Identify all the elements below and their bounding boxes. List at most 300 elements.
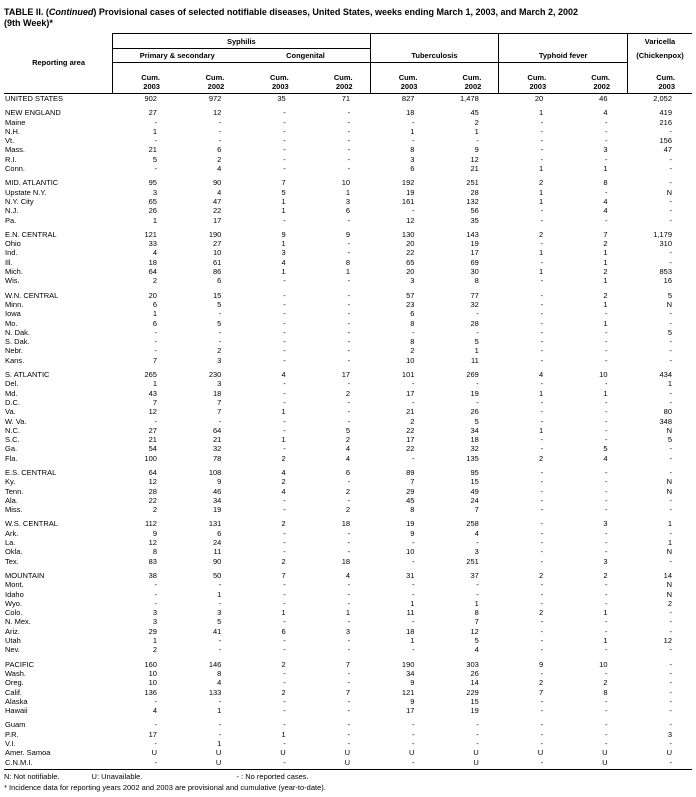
value-cell: - [540,145,544,155]
legend-unavailable: U: Unavailable. [91,771,143,781]
value-cell: - [605,706,608,716]
value-cell: 18 [341,519,351,529]
value-cell: - [283,636,286,646]
value-cell: 2 [474,117,479,127]
table-row [4,258,692,267]
value-cell: - [154,757,157,767]
value-cell: 5 [667,435,672,445]
value-cell: 24 [470,495,479,505]
value-cell: 7 [281,570,286,580]
value-cell: 3 [474,547,479,557]
value-cell: U [344,748,351,758]
varicella-header-line1: Varicella [628,34,692,49]
value-cell: 21 [213,435,222,445]
value-cell: 4 [345,570,351,580]
value-cell: - [218,729,222,739]
value-cell: 6 [410,309,415,319]
value-cell: 69 [470,257,479,267]
value-cell: 143 [466,229,479,239]
value-cell: 2 [345,486,351,496]
value-cell: 10 [148,678,157,688]
value-cell: 12 [148,538,157,548]
value-cell: 1 [667,379,672,389]
value-cell: 135 [466,453,479,463]
value-cell: 3 [603,519,608,529]
value-cell: 1 [345,608,351,618]
value-cell: 9 [474,145,479,155]
value-cell: 2 [345,435,351,445]
table-row [4,688,692,697]
reporting-area-cell: UNITED STATES [5,94,64,103]
value-cell: - [605,379,608,389]
value-cell: - [283,108,286,118]
value-cell: - [283,355,286,365]
table-row [4,178,692,187]
value-cell: 1 [281,729,286,739]
value-cell: - [669,608,672,618]
value-cell: - [540,495,544,505]
value-cell: - [411,720,415,730]
table-row [4,739,692,748]
value-cell: 1 [281,239,286,249]
value-cell: 1 [410,636,415,646]
table-row [4,164,692,173]
reporting-area-cell: Mont. [5,580,24,590]
table-row [4,337,692,346]
reporting-area-cell: R.I. [5,154,17,164]
value-cell: 7 [281,178,286,188]
value-cell: - [605,505,608,515]
value-cell: - [669,318,672,328]
value-cell: 2 [667,598,672,608]
value-cell: - [283,617,286,627]
value-cell: - [347,477,351,487]
value-cell: 17 [213,215,222,225]
value-cell: - [283,379,286,389]
value-cell: 9 [410,696,415,706]
value-cell: - [605,407,608,417]
value-cell: - [669,453,672,463]
value-cell: 65 [148,196,157,206]
value-cell: 24 [213,538,222,548]
value-cell: - [283,495,286,505]
reporting-area-cell: Tenn. [5,486,24,496]
value-cell: 8 [152,547,157,557]
value-cell: 1 [152,636,157,646]
value-cell: 3 [667,729,672,739]
value-cell: - [411,379,415,389]
value-cell: 4 [474,645,479,655]
table-row [4,547,692,556]
reporting-area-cell: Wis. [5,276,20,286]
value-cell: 2 [538,678,544,688]
reporting-area-cell: Mass. [5,145,26,155]
value-cell: 22 [406,248,415,258]
value-cell: 3 [345,196,351,206]
value-cell: 3 [152,617,157,627]
value-cell: U [344,757,351,767]
value-cell: 9 [217,477,222,487]
value-cell: - [540,486,544,496]
value-cell: - [347,126,351,136]
value-cell: - [540,276,544,286]
value-cell: 2 [603,290,608,300]
varicella-header-line2: (Chickenpox) [628,49,692,63]
value-cell: 56 [470,206,479,216]
value-cell: N [666,580,672,590]
table-row [4,206,692,215]
value-cell: 2 [281,556,286,566]
value-cell: 12 [148,407,157,417]
value-cell: 8 [345,257,351,267]
table-row [4,389,692,398]
value-cell: 90 [213,178,222,188]
value-cell: N [666,486,672,496]
table-row [4,617,692,626]
value-cell: - [347,136,351,146]
legend-line [4,772,692,781]
legend-no-reported-cases: - : No reported cases. [236,771,309,781]
value-cell: 1 [603,248,608,258]
value-cell: 1 [603,299,608,309]
value-cell: - [411,617,415,627]
value-cell: 1 [152,309,157,319]
value-cell: 5 [474,337,479,347]
value-cell: - [669,528,672,538]
value-cell: 1 [217,739,222,748]
reporting-area-cell: Colo. [5,608,23,618]
reporting-area-cell: N. Dak. [5,327,31,337]
value-cell: - [669,337,672,347]
col-header-varicella-cum-2003: Cum. 2003 [628,63,692,94]
value-cell: N [666,477,672,487]
value-cell: - [411,739,415,748]
reporting-area-cell: MOUNTAIN [5,570,45,580]
table-row [4,529,692,538]
value-cell: - [347,276,351,286]
table-row [4,697,692,706]
value-cell: - [283,444,286,454]
value-cell: - [669,495,672,505]
value-cell: 121 [144,229,157,239]
reporting-area-cell: NEW ENGLAND [5,108,61,118]
table-row [4,435,692,444]
value-cell: - [540,528,544,538]
table-row [4,188,692,197]
value-cell: - [540,257,544,267]
value-cell: 7 [603,229,608,239]
reporting-area-cell: N. Mex. [5,617,31,627]
value-cell: 19 [470,706,479,716]
reporting-area-cell: Tex. [5,556,19,566]
table-row [4,398,692,407]
table-row [4,444,692,453]
table-row [4,519,692,528]
value-cell: 2 [217,154,222,164]
value-cell: - [283,117,286,127]
table-row [4,136,692,145]
value-cell: 11 [213,547,222,557]
value-cell: - [283,299,286,309]
value-cell: 4 [152,706,157,716]
value-cell: 1 [538,388,544,398]
value-cell: 5 [603,444,608,454]
value-cell: 1 [152,126,157,136]
value-cell: - [605,126,608,136]
value-cell: 21 [470,164,479,174]
value-cell: 4 [538,370,544,380]
value-cell: 41 [213,626,222,636]
value-cell: 1 [538,248,544,258]
value-cell: 8 [410,318,415,328]
value-cell: - [476,397,479,407]
value-cell: - [283,215,286,225]
value-cell: - [154,416,157,426]
value-cell: - [540,318,544,328]
value-cell: 310 [659,239,672,249]
value-cell: - [476,309,479,319]
value-cell: - [669,196,672,206]
value-cell: - [283,346,286,356]
value-cell: 1 [538,164,544,174]
value-cell: 22 [406,444,415,454]
value-cell: - [347,355,351,365]
value-cell: - [218,645,222,655]
reporting-area-cell: Nev. [5,645,20,655]
value-cell: 5 [667,327,672,337]
value-cell: - [540,117,544,127]
table-row [4,155,692,164]
value-cell: 5 [217,299,222,309]
value-cell: - [605,589,608,599]
table-row [4,309,692,318]
value-cell: 1 [217,706,222,716]
value-cell: - [669,257,672,267]
primary-secondary-header: Primary & secondary [113,49,242,63]
value-cell: 18 [148,257,157,267]
value-cell: 5 [281,187,286,197]
table-row [4,590,692,599]
value-cell: 3 [410,154,415,164]
value-cell: - [347,239,351,249]
value-cell: 160 [144,659,157,669]
reporting-area-cell: N.H. [5,126,20,136]
value-cell: - [669,215,672,225]
table-row [4,730,692,739]
table-row [4,678,692,687]
table-title [4,7,692,18]
reporting-area-cell: C.N.M.I. [5,757,33,767]
col-header-congenital-cum-2003: Cum. 2003 [241,63,305,94]
value-cell: 9 [410,528,415,538]
value-cell: 20 [148,290,157,300]
value-cell: - [540,346,544,356]
value-cell: 12 [470,154,479,164]
value-cell: U [215,757,222,767]
value-cell: 101 [401,370,415,380]
value-cell: 1 [345,267,351,277]
reporting-area-cell: P.R. [5,729,19,739]
value-cell: 2 [538,453,544,463]
value-cell: 9 [538,659,544,669]
value-cell: 251 [466,556,479,566]
value-cell: 49 [470,486,479,496]
value-cell: 2 [345,505,351,515]
value-cell: - [218,580,222,590]
value-cell: 2 [538,229,544,239]
value-cell: 7 [152,355,157,365]
value-cell: - [605,309,608,319]
value-cell: 38 [148,570,157,580]
value-cell: - [540,556,544,566]
table-row [4,487,692,496]
value-cell: 1 [603,257,608,267]
value-cell: 12 [148,477,157,487]
value-cell: - [669,164,672,174]
value-cell: - [669,678,672,688]
col-header-syphilis-ps-cum-2002: Cum. 2002 [177,63,241,94]
table-row [4,627,692,636]
value-cell: - [347,739,351,748]
value-cell: 108 [208,467,222,477]
value-cell: - [154,598,157,608]
value-cell: - [218,416,222,426]
value-cell: 3 [217,379,222,389]
value-cell: - [605,154,608,164]
value-cell: - [669,248,672,258]
value-cell: - [411,645,415,655]
value-cell: - [411,538,415,548]
value-cell: - [605,136,608,146]
reporting-area-cell: Va. [5,407,16,417]
reporting-area-cell: D.C. [5,397,20,407]
value-cell: 2 [281,659,286,669]
value-cell: 86 [213,267,222,277]
value-cell: - [154,696,157,706]
value-cell: U [473,748,479,758]
value-cell: - [669,739,672,748]
table-row [4,580,692,589]
reporting-area-cell: N.C. [5,425,20,435]
value-cell: - [540,505,544,515]
value-cell: - [347,538,351,548]
value-cell: 15 [470,477,479,487]
table-row [4,319,692,328]
value-cell: - [154,117,157,127]
table-row [4,645,692,654]
value-cell: - [218,696,222,706]
value-cell: 133 [208,687,222,697]
value-cell: - [540,239,544,249]
value-cell: 34 [213,495,222,505]
value-cell: - [154,337,157,347]
table-row [4,720,692,729]
value-cell: 20 [534,94,544,103]
table-row [4,505,692,514]
value-cell: N [666,547,672,557]
value-cell: - [283,388,286,398]
reporting-area-cell: E.S. CENTRAL [5,467,57,477]
table-row [4,426,692,435]
value-cell: 17 [470,248,479,258]
value-cell: 972 [208,94,222,103]
value-cell: - [347,164,351,174]
value-cell: 1 [281,267,286,277]
value-cell: U [280,748,286,758]
value-cell: N [666,425,672,435]
value-cell: - [283,696,286,706]
value-cell: - [476,538,479,548]
value-cell: 47 [663,145,672,155]
value-cell: - [669,505,672,515]
value-cell: 2 [603,239,608,249]
col-header-syphilis-ps-cum-2003: Cum. 2003 [113,63,177,94]
value-cell: 19 [213,505,222,515]
value-cell: - [411,757,415,767]
reporting-area-cell: Ohio [5,239,21,249]
value-cell: - [540,580,544,590]
reporting-area-header: Reporting area [4,34,113,94]
table-row [4,267,692,276]
value-cell: - [411,397,415,407]
table-row [4,118,692,127]
value-cell: - [669,444,672,454]
value-cell: 2 [281,453,286,463]
value-cell: 22 [213,206,222,216]
value-cell: - [476,720,479,730]
value-cell: - [347,636,351,646]
value-cell: - [669,626,672,636]
value-cell: 10 [599,659,608,669]
value-cell: 19 [470,388,479,398]
value-cell: 22 [148,495,157,505]
value-cell: 7 [474,505,479,515]
reporting-area-cell: Ky. [5,477,16,487]
value-cell: - [605,425,608,435]
table-row [4,407,692,416]
value-cell: 12 [406,215,415,225]
value-cell: 7 [474,617,479,627]
value-cell: 1 [538,187,544,197]
value-cell: - [347,617,351,627]
value-cell: - [411,556,415,566]
value-cell: - [283,757,286,767]
value-cell: 9 [410,678,415,688]
value-cell: 112 [145,519,157,529]
value-cell: - [411,136,415,146]
value-cell: 9 [281,229,286,239]
value-cell: - [605,355,608,365]
value-cell: U [537,748,544,758]
value-cell: 1 [152,215,157,225]
value-cell: 34 [406,668,415,678]
value-cell: 4 [281,257,286,267]
reporting-area-cell: Fla. [5,453,18,463]
value-cell: - [605,486,608,496]
reporting-area-cell: S. ATLANTIC [5,370,50,380]
value-cell: 7 [538,687,544,697]
value-cell: 2 [410,346,415,356]
value-cell: - [218,136,222,146]
value-cell: 32 [213,444,222,454]
value-cell: 64 [148,467,157,477]
value-cell: 6 [152,318,157,328]
value-cell: - [218,117,222,127]
value-cell: - [669,645,672,655]
value-cell: - [154,580,157,590]
value-cell: - [476,136,479,146]
value-cell: - [347,248,351,258]
